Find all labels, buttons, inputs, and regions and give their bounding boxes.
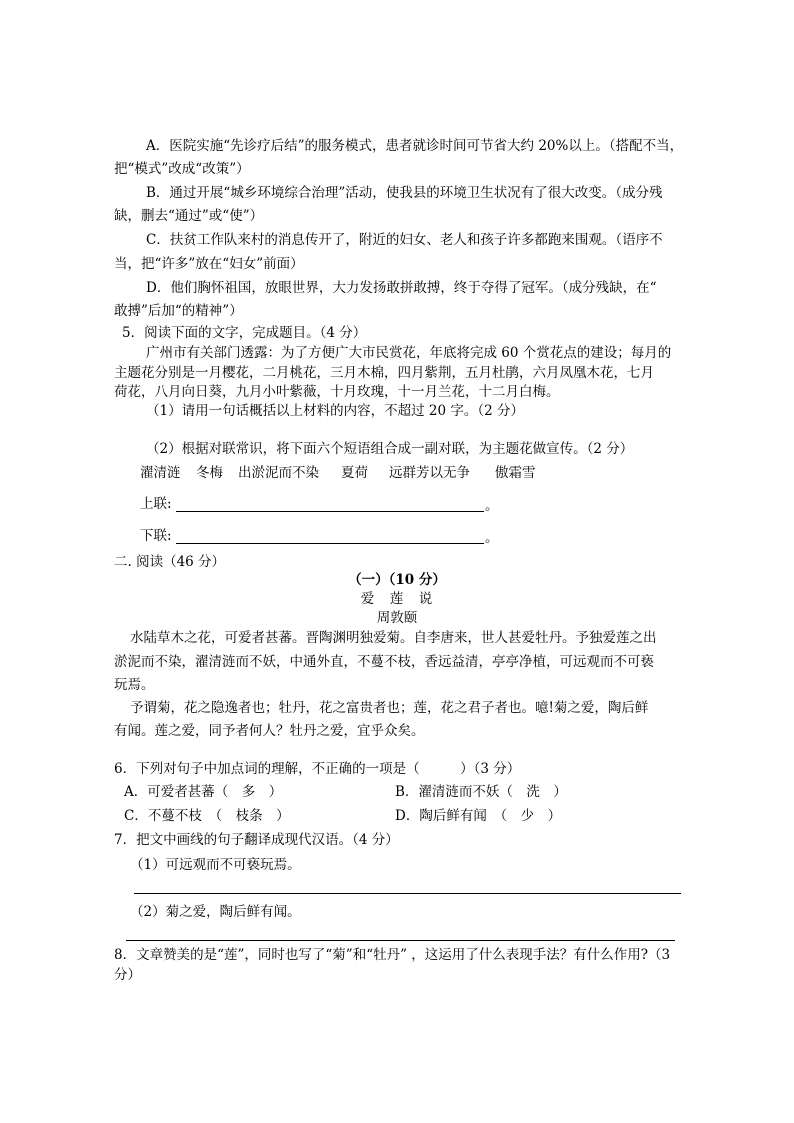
q6-option-d: D．陶后鲜有闻 （ 少 ） (395, 808, 562, 824)
upper-couplet-label: 上联: (140, 496, 172, 512)
q8-title-line1: 8．文章赞美的是“莲”，同时也写了“菊”和“牡丹” ，这运用了什么表现手法？有什么作用?（3 (114, 947, 671, 963)
phrase-item: 夏荷 (341, 465, 368, 481)
essay-paragraph2-line2: 有闻。莲之爱，同予者何人？牡丹之爱，宜乎众矣。 (114, 723, 425, 739)
phrase-item: 远群芳以无争 (389, 465, 470, 481)
essay-paragraph2-line1: 予谓菊，花之隐逸者也；牡丹，花之富贵者也；莲，花之君子者也。噫!菊之爱，陶后鲜 (130, 700, 649, 716)
q5-paragraph-line1: 广州市有关部门透露：为了方便广大市民赏花，年底将完成 60 个赏花点的建设；每月的 (146, 345, 672, 361)
part-one-heading: （一）（10 分） (348, 572, 446, 588)
lower-couplet-answer-line[interactable] (176, 543, 484, 544)
phrase-item: 出淤泥而不染 (238, 465, 319, 481)
upper-couplet-answer-line[interactable] (176, 511, 484, 512)
essay-paragraph1-line1: 水陆草木之花，可爱者甚蕃。晋陶渊明独爱菊。自李唐来，世人甚爱牡丹。予独爱莲之出 (130, 630, 657, 646)
q8-title-line2: 分） (114, 967, 141, 983)
lower-couplet-end-mark: 。 (485, 530, 499, 546)
q7-sub-question-1: （1）可远观而不可亵玩焉。 (130, 857, 301, 873)
q5-paragraph-line2: 主题花分别是一月樱花，二月桃花，三月木棉，四月紫荆，五月杜鹃，六月凤凰木花，七月 (114, 365, 654, 381)
q6-option-c: C．不蔓不枝 （ 枝条 ） (124, 808, 290, 824)
essay-author: 周敦颐 (376, 610, 418, 626)
q4-option-a-line2: 把“模式”改成“改策”） (114, 161, 250, 177)
q4-option-a-line1: A．医院实施“先诊疗后结”的服务模式，患者就诊时间可节省大约 20%以上。（搭配不当， (146, 138, 684, 154)
q5-sub-question-2: （2）根据对联常识，将下面六个短语组合成一副对联，为主题花做宣传。（2 分） (146, 441, 634, 457)
q4-option-c-line1: C．扶贫工作队来村的消息传开了，附近的妇女、老人和孩子许多都跑来围观。（语序不 (146, 232, 663, 248)
q7-sub-question-2: （2）菊之爱，陶后鲜有闻。 (130, 904, 301, 920)
q4-option-c-line2: 当，把“许多”放在“妇女”前面） (114, 256, 304, 272)
q6-option-b: B．濯清涟而不妖（ 洗 ） (395, 784, 567, 800)
upper-couplet-end-mark: 。 (485, 498, 499, 514)
q5-title: 5．阅读下面的文字，完成题目。（4 分） (122, 325, 367, 341)
phrase-item: 濯清涟 (140, 465, 181, 481)
section-heading-reading: 二. 阅读（46 分） (114, 554, 226, 570)
essay-paragraph1-line2: 淤泥而不染，濯清涟而不妖，中通外直，不蔓不枝，香远益清，亭亭净植，可远观而不可亵 (114, 654, 654, 670)
phrase-item: 傲霜雪 (495, 465, 536, 481)
q4-option-d-line1: D．他们胸怀祖国，放眼世界，大力发扬敢拼敢搏，终于夺得了冠军。（成分残缺，在“ (146, 280, 657, 296)
q5-sub-question-1: （1）请用一句话概括以上材料的内容，不超过 20 字。（2 分） (146, 403, 524, 419)
q4-option-b-line1: B．通过开展“城乡环境综合治理”活动，使我县的环境卫生状况有了很大改变。（成分残 (146, 185, 663, 201)
phrase-item: 冬梅 (196, 465, 223, 481)
essay-title: 爱 莲 说 (360, 591, 434, 607)
q4-option-b-line2: 缺，删去“通过”或“使”） (114, 208, 264, 224)
q7-title: 7．把文中画线的句子翻译成现代汉语。（4 分） (114, 832, 399, 848)
q7-answer-line-1[interactable] (134, 893, 681, 894)
q6-title: 6．下列对句子中加点词的理解，不正确的一项是（ ）（3 分） (114, 761, 521, 777)
q5-phrase-list (140, 464, 536, 482)
q4-option-d-line2: 敢搏”后加“的精神”） (114, 303, 243, 319)
essay-paragraph1-line3: 玩焉。 (114, 677, 155, 693)
q7-answer-line-2[interactable] (126, 940, 675, 941)
q6-option-a: A．可爱者甚蕃（ 多 ） (124, 784, 283, 800)
q5-paragraph-line3: 荷花，八月向日葵，九月小叶紫薇，十月玫瑰，十一月兰花，十二月白梅。 (114, 384, 560, 400)
lower-couplet-label: 下联: (140, 528, 172, 544)
